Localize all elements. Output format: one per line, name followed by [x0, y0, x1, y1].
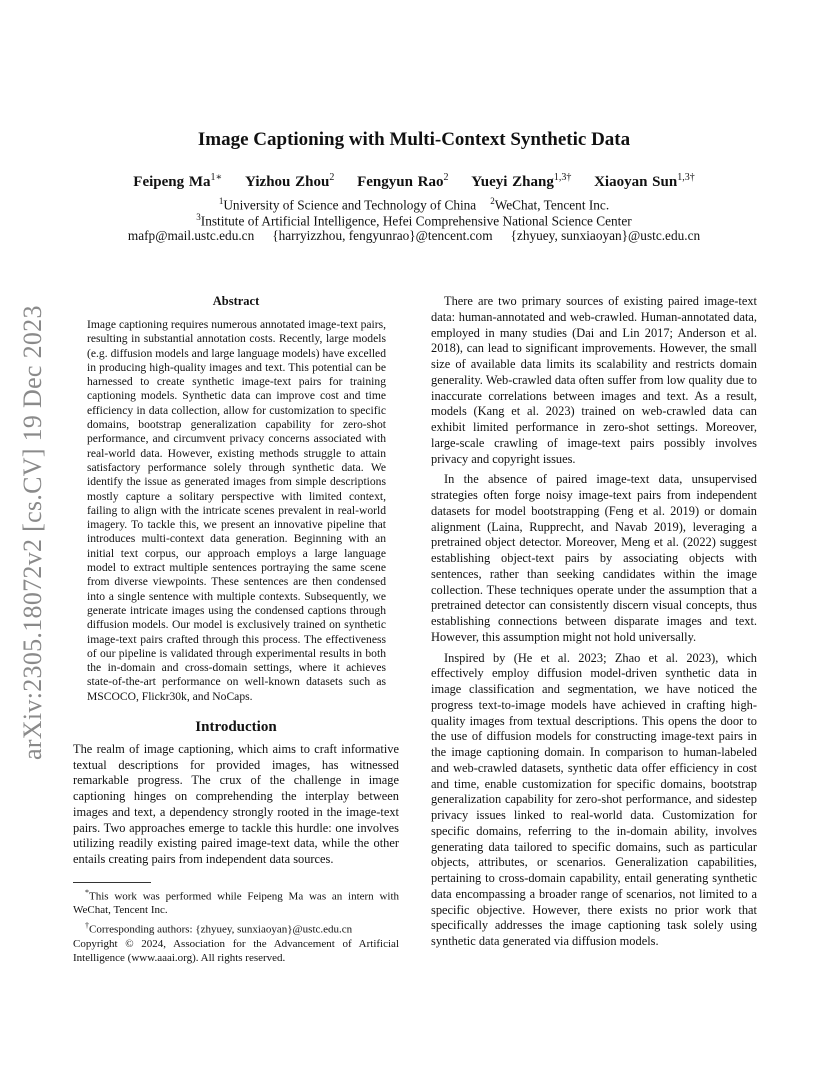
email: {harryizzhou, fengyunrao}@tencent.com: [272, 228, 493, 243]
footnote-rule: [73, 882, 151, 883]
affiliation-line: $^1$University of Science and Technology of China $^2$WeChat, Tencent Inc.: [218, 196, 610, 213]
introduction-heading: Introduction: [195, 719, 277, 735]
author: Xiaoyan Sun$^{1,3\dagger}$: [594, 172, 695, 190]
abstract-text: [87, 318, 386, 704]
paragraph: There are two primary sources of existing paired image-text data: human-annotated and web-crawled. Human-annotated data, employed in many studies (Dai and Lin 2017; Anderson et al. 2018), can lead to significant improvements. However, the small size of available data limits its scalability and restricts domain generality. Web-crawled data often suffer from low quality due to inaccurate correlations between images and text. As a result, models (Kang et al. 2023) trained on web-crawled data can exhibit limited performance in zero-shot settings. Moreover, large-scale crawling of image-text pairs possibly involves privacy and copyright issues.: [431, 294, 757, 466]
email: {zhyuey, sunxiaoyan}@ustc.edu.cn: [510, 228, 701, 243]
author: Fengyun Rao$^2$: [357, 172, 449, 190]
footnotes: [73, 886, 399, 966]
affiliation-line: $^3$Institute of Artificial Intelligence, Hefei Comprehensive National Science Center: [196, 212, 632, 229]
paper-title: Image Captioning with Multi-Context Synthetic Data: [197, 129, 631, 150]
footnote: *This work was performed while Feipeng Ma was an intern with WeChat, Tencent Inc.: [73, 888, 399, 917]
email: mafp@mail.ustc.edu.cn: [127, 228, 255, 243]
copyright-notice: Copyright © 2024, Association for the Advancement of Artificial Intelligence (www.aaai.org). All rights reserved.: [73, 938, 399, 964]
email-line: [0, 228, 828, 244]
author: Yizhou Zhou$^2$: [245, 172, 335, 190]
paragraph: In the absence of paired image-text data, unsupervised strategies often forge noisy image-text pairs from independent datasets for model bootstrapping (Feng et al. 2019) or domain alignment (Laina, Rupprecht, and Navab 2019), leveraging a pretrained object detector. Moreover, Meng et al. (2022) suggest establishing object-text pairs by associating objects with sentences, rather than seeking candidates within the image collection. These techniques operate under the assumption that a pretrained detector can consistently discern visual concepts, thus establishing connections between disparate images and text. However, this assumption might not hold universally.: [431, 472, 757, 644]
affiliation-ustc: University of Science and Technology of China: [223, 197, 477, 213]
abstract-heading: Abstract: [212, 294, 260, 308]
footnote: †Corresponding authors: {zhyuey, sunxiaoyan}@ustc.edu.cn: [85, 920, 353, 936]
affiliation-hefei: Institute of Artificial Intelligence, Hefei Comprehensive National Science Center: [200, 213, 632, 229]
arxiv-identifier-text: arXiv:2305.18072v2 [cs.CV] 19 Dec 2023: [18, 305, 47, 760]
paragraph: Inspired by (He et al. 2023; Zhao et al. 2023), which effectively employ diffusion model-driven synthetic data in image classification and segmentation, we have noticed the progress text-to-image models have achieved in crafting high-quality images from textual descriptions. This opens the door to the use of diffusion models for constructing image-text pairs in the image captioning domain. In comparison to human-labeled and web-crawled datasets, synthetic data offer efficiency in cost and time, enable customization for specific domains, bootstrap generalization capability for zero-shot performance, and sidestep privacy issues linked to real-world data. Customization for specific domains, referring to the in-domain ability, involves generating data tailored to specific domains, such as particular objects, attributes, or scenarios. Generalization capabilities, pertaining to cross-domain capability, entail generating synthetic data encompassing a broader range of scenarios, not limited to a specific objective. However, there exists no prior work that specifically addresses the image captioning task solely using synthetic data generated via diffusion models.: [431, 650, 757, 948]
paragraph: The realm of image captioning, which aims to craft informative textual descriptions for provided images, has witnessed remarkable progress. The crux of the challenge in image captioning hinges on comprehending the interplay between images and text, a dependency strongly rooted in the image-text pairs. Two approaches emerge to tackle this hurdle: one involves utilizing readily existing paired image-text data, while the other entails creating pairs from independent data sources.: [73, 742, 399, 866]
author-list: [0, 172, 828, 191]
arxiv-identifier: [18, 305, 58, 800]
abstract-paragraph: Image captioning requires numerous annotated image-text pairs, resulting in substantial annotation costs. Recently, large models (e.g. diffusion models and large language models) have excelled in producing high-quality images and text. This potential can be harnessed to create synthetic image-text pairs for training captioning models. Synthetic data can improve cost and time efficiency in data collection, allow for customization to specific domains, bootstrap generalization capability for zero-shot performance, and circumvent privacy concerns associated with real-world data. However, existing methods struggle to attain satisfactory performance solely through synthetic data. We identify the issue as generated images from simple descriptions mostly capture a solitary perspective with limited context, failing to align with the intricate scenes prevalent in real-world imagery. To tackle this, we present an innovative pipeline that introduces multi-context data generation. Beginning with an initial text corpus, our approach employs a large language model to extract multiple sentences portraying the same scene from diverse viewpoints. These sentences are then condensed into a single sentence with multiple contexts. Subsequently, we generate intricate images using the condensed captions through diffusion models. Our model is exclusively trained on synthetic image-text pairs crafted through this process. The effectiveness of our pipeline is validated through experimental results in both the in-domain and cross-domain settings, where it achieves state-of-the-art performance on well-known datasets such as MSCOCO, Flickr30k, and NoCaps.: [87, 318, 386, 703]
author: Yueyi Zhang$^{1,3\dagger}$: [471, 172, 572, 190]
affiliation-wechat: WeChat, Tencent Inc.: [494, 197, 610, 213]
right-column-text: [431, 294, 757, 955]
introduction-text: [73, 742, 399, 873]
author: Feipeng $Ma^{1∗}$: [133, 172, 223, 190]
